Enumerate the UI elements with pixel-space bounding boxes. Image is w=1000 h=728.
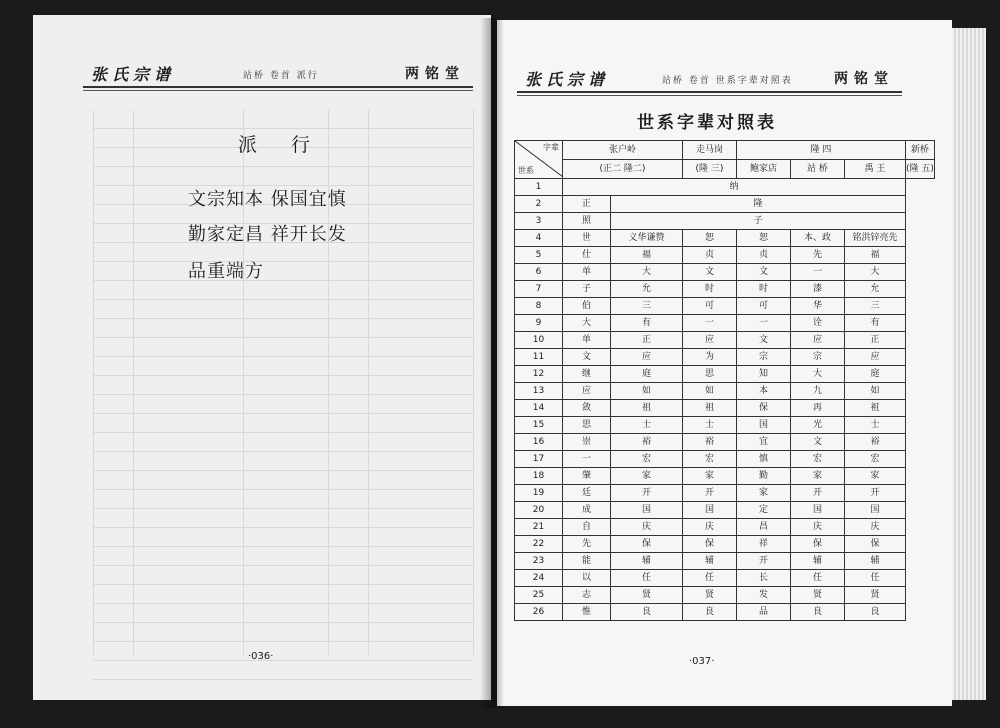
table-cell: 有 bbox=[845, 315, 906, 332]
gen-cell: 4 bbox=[515, 230, 563, 247]
table-cell: 贤 bbox=[845, 587, 906, 604]
header-title: 张氏宗谱 bbox=[525, 70, 610, 89]
table-cell: 福 bbox=[611, 247, 683, 264]
table-cell: 宗 bbox=[791, 349, 845, 366]
gen-cell: 24 bbox=[515, 570, 563, 587]
ghost-row bbox=[93, 642, 473, 661]
table-cell: 先 bbox=[791, 247, 845, 264]
table-cell: 以 bbox=[563, 570, 611, 587]
table-cell: 良 bbox=[611, 604, 683, 621]
table-cell: 文 bbox=[563, 349, 611, 366]
table-cell: 开 bbox=[791, 485, 845, 502]
ghost-row bbox=[93, 262, 473, 281]
gen-cell: 10 bbox=[515, 332, 563, 349]
verse-line-2: 勤家定昌 祥开长发 bbox=[188, 224, 347, 245]
gen-cell: 13 bbox=[515, 383, 563, 400]
table-cell: 如 bbox=[683, 383, 737, 400]
table-cell: 祖 bbox=[845, 400, 906, 417]
table-cell: 宏 bbox=[683, 451, 737, 468]
ghost-row bbox=[93, 376, 473, 395]
table-cell: 庆 bbox=[611, 519, 683, 536]
table-cell: 铭洪锌亮先 bbox=[845, 230, 906, 247]
table-cell: 裕 bbox=[845, 434, 906, 451]
page-edge-stack bbox=[950, 28, 986, 700]
table-cell: 勤 bbox=[737, 468, 791, 485]
page-number: ·036· bbox=[248, 651, 274, 662]
gen-cell: 26 bbox=[515, 604, 563, 621]
ghost-row bbox=[93, 471, 473, 490]
table-cell: 庭 bbox=[611, 366, 683, 383]
table-cell: 继 bbox=[563, 366, 611, 383]
table-cell: 一 bbox=[791, 264, 845, 281]
table-cell: 福 bbox=[845, 247, 906, 264]
merged-cell: 纳 bbox=[563, 179, 906, 196]
table-cell: 仕 bbox=[563, 247, 611, 264]
table-cell: 成 bbox=[563, 502, 611, 519]
table-cell: 伯 bbox=[563, 298, 611, 315]
corner-label-top: 字辈 bbox=[543, 143, 559, 152]
table-cell: 光 bbox=[791, 417, 845, 434]
ghost-row bbox=[93, 167, 473, 186]
table-row bbox=[515, 179, 935, 196]
table-cell: 漆 bbox=[791, 281, 845, 298]
header-subtitle: 站桥 卷首 世系字辈对照表 bbox=[662, 76, 793, 86]
table-cell: 三 bbox=[611, 298, 683, 315]
ghost-row bbox=[93, 661, 473, 680]
table-cell: 应 bbox=[611, 349, 683, 366]
table-cell: 庭 bbox=[845, 366, 906, 383]
ghost-row bbox=[93, 528, 473, 547]
table-cell: 为 bbox=[683, 349, 737, 366]
section-heading: 派行 bbox=[238, 134, 345, 156]
ghost-column-line bbox=[368, 110, 369, 655]
table-cell: 应 bbox=[683, 332, 737, 349]
table-row bbox=[515, 315, 935, 332]
table-cell: 士 bbox=[611, 417, 683, 434]
table-cell: 定 bbox=[737, 502, 791, 519]
table-cell: 任 bbox=[683, 570, 737, 587]
gen-cell: 20 bbox=[515, 502, 563, 519]
table-cell: 辅 bbox=[683, 553, 737, 570]
gen-cell: 22 bbox=[515, 536, 563, 553]
table-cell: 志 bbox=[563, 587, 611, 604]
col-header-xinqiao-bottom: (隆 五) bbox=[906, 160, 935, 179]
table-cell: 家 bbox=[683, 468, 737, 485]
table-cell: 华 bbox=[791, 298, 845, 315]
table-cell: 良 bbox=[791, 604, 845, 621]
book-spine-shadow bbox=[480, 18, 504, 708]
table-row bbox=[515, 451, 935, 468]
table-row bbox=[515, 485, 935, 502]
verse-line-3: 品重端方 bbox=[188, 261, 264, 282]
ghost-column-line bbox=[93, 110, 94, 655]
table-cell: 正 bbox=[845, 332, 906, 349]
ghost-row bbox=[93, 623, 473, 642]
table-row bbox=[515, 196, 935, 213]
table-row bbox=[515, 281, 935, 298]
table-cell: 世 bbox=[563, 230, 611, 247]
table-cell: 大 bbox=[563, 315, 611, 332]
table-cell: 任 bbox=[845, 570, 906, 587]
table-cell: 贤 bbox=[611, 587, 683, 604]
table-cell: 能 bbox=[563, 553, 611, 570]
table-cell: 知 bbox=[737, 366, 791, 383]
table-row bbox=[515, 519, 935, 536]
header-title: 张氏宗谱 bbox=[91, 65, 176, 84]
table-cell: 有 bbox=[611, 315, 683, 332]
table-cell: 如 bbox=[611, 383, 683, 400]
table-row bbox=[515, 247, 935, 264]
merged-cell: 子 bbox=[611, 213, 906, 230]
table-cell: 开 bbox=[737, 553, 791, 570]
merged-cell: 隆 bbox=[611, 196, 906, 213]
table-cell: 文 bbox=[737, 332, 791, 349]
page-number: ·037· bbox=[689, 656, 715, 667]
ghost-row bbox=[93, 414, 473, 433]
table-cell: 本、政 bbox=[791, 230, 845, 247]
table-row bbox=[515, 434, 935, 451]
ghost-row bbox=[93, 433, 473, 452]
table-cell: 子 bbox=[563, 281, 611, 298]
table-cell: 诠 bbox=[791, 315, 845, 332]
table-cell: 时 bbox=[683, 281, 737, 298]
table-cell: 允 bbox=[845, 281, 906, 298]
gen-cell: 6 bbox=[515, 264, 563, 281]
gen-cell: 19 bbox=[515, 485, 563, 502]
table-cell: 应 bbox=[563, 383, 611, 400]
table-cell: 大 bbox=[791, 366, 845, 383]
table-row bbox=[515, 349, 935, 366]
ghost-row bbox=[93, 110, 473, 129]
right-page-header bbox=[517, 65, 902, 93]
table-cell: 国 bbox=[611, 502, 683, 519]
table-cell: 辅 bbox=[791, 553, 845, 570]
table-cell: 思 bbox=[563, 417, 611, 434]
table-cell: 家 bbox=[791, 468, 845, 485]
table-row bbox=[515, 570, 935, 587]
ghost-row bbox=[93, 300, 473, 319]
gen-cell: 21 bbox=[515, 519, 563, 536]
table-cell: 一 bbox=[683, 315, 737, 332]
gen-cell: 5 bbox=[515, 247, 563, 264]
table-cell: 士 bbox=[845, 417, 906, 434]
table-cell: 品 bbox=[737, 604, 791, 621]
table-cell: 家 bbox=[845, 468, 906, 485]
ghost-row bbox=[93, 452, 473, 471]
table-cell: 文 bbox=[737, 264, 791, 281]
table-cell: 廷 bbox=[563, 485, 611, 502]
table-row bbox=[515, 230, 935, 247]
gen-cell: 7 bbox=[515, 281, 563, 298]
generation-table bbox=[514, 140, 935, 621]
table-cell: 再 bbox=[791, 400, 845, 417]
table-row bbox=[515, 553, 935, 570]
table-cell: 一 bbox=[737, 315, 791, 332]
gen-cell: 18 bbox=[515, 468, 563, 485]
table-cell: 开 bbox=[611, 485, 683, 502]
right-page bbox=[497, 20, 952, 706]
table-cell: 敛 bbox=[563, 400, 611, 417]
table-cell: 贤 bbox=[791, 587, 845, 604]
table-cell: 家 bbox=[611, 468, 683, 485]
table-cell: 国 bbox=[683, 502, 737, 519]
gen-cell: 15 bbox=[515, 417, 563, 434]
table-cell: 庆 bbox=[845, 519, 906, 536]
ghost-row bbox=[93, 395, 473, 414]
ghost-row bbox=[93, 585, 473, 604]
table-cell: 士 bbox=[683, 417, 737, 434]
table-row bbox=[515, 213, 935, 230]
table-cell: 允 bbox=[611, 281, 683, 298]
table-cell: 义华谦赞 bbox=[611, 230, 683, 247]
table-cell: 昌 bbox=[737, 519, 791, 536]
gen-cell: 17 bbox=[515, 451, 563, 468]
ghost-row bbox=[93, 490, 473, 509]
table-row bbox=[515, 332, 935, 349]
table-cell: 保 bbox=[737, 400, 791, 417]
header-hall-name: 两铭堂 bbox=[405, 66, 465, 82]
table-cell: 发 bbox=[737, 587, 791, 604]
table-cell: 良 bbox=[683, 604, 737, 621]
table-cell: 贞 bbox=[737, 247, 791, 264]
table-cell: 开 bbox=[683, 485, 737, 502]
col-header-zoumagang-bottom: (隆 三) bbox=[683, 160, 737, 179]
table-cell: 慎 bbox=[737, 451, 791, 468]
verse-line-1: 文宗知本 保国宜慎 bbox=[188, 189, 347, 210]
gen-cell: 1 bbox=[515, 179, 563, 196]
col-header-xinqiao-top: 新桥 bbox=[906, 141, 935, 160]
table-cell: 祖 bbox=[683, 400, 737, 417]
table-cell: 长 bbox=[737, 570, 791, 587]
table-row bbox=[515, 400, 935, 417]
table-cell: 辅 bbox=[611, 553, 683, 570]
table-cell: 应 bbox=[845, 349, 906, 366]
table-cell: 国 bbox=[737, 417, 791, 434]
col-header-baojiadian: 鲍家店 bbox=[737, 160, 791, 179]
table-cell: 照 bbox=[563, 213, 611, 230]
gen-cell: 23 bbox=[515, 553, 563, 570]
gen-cell: 12 bbox=[515, 366, 563, 383]
table-row bbox=[515, 536, 935, 553]
table-cell: 贞 bbox=[683, 247, 737, 264]
table-cell: 庆 bbox=[683, 519, 737, 536]
table-cell: 贤 bbox=[683, 587, 737, 604]
corner-label-bottom: 世系 bbox=[518, 166, 534, 175]
ghost-row bbox=[93, 319, 473, 338]
table-cell: 文 bbox=[683, 264, 737, 281]
col-header-yuwang: 禹 王 bbox=[845, 160, 906, 179]
table-cell: 辅 bbox=[845, 553, 906, 570]
table-corner-cell bbox=[515, 141, 563, 179]
ghost-row bbox=[93, 547, 473, 566]
header-hall-name: 两铭堂 bbox=[834, 71, 894, 87]
table-cell: 宏 bbox=[611, 451, 683, 468]
table-cell: 思 bbox=[683, 366, 737, 383]
gen-cell: 14 bbox=[515, 400, 563, 417]
table-cell: 宜 bbox=[737, 434, 791, 451]
table-cell: 正 bbox=[611, 332, 683, 349]
table-cell: 肇 bbox=[563, 468, 611, 485]
table-cell: 三 bbox=[845, 298, 906, 315]
table-title: 世系字辈对照表 bbox=[637, 113, 777, 133]
ghost-row bbox=[93, 357, 473, 376]
table-cell: 保 bbox=[845, 536, 906, 553]
table-cell: 可 bbox=[683, 298, 737, 315]
table-cell: 惟 bbox=[563, 604, 611, 621]
gen-cell: 25 bbox=[515, 587, 563, 604]
table-row bbox=[515, 468, 935, 485]
table-cell: 时 bbox=[737, 281, 791, 298]
ghost-row bbox=[93, 338, 473, 357]
table-cell: 任 bbox=[791, 570, 845, 587]
gen-cell: 11 bbox=[515, 349, 563, 366]
table-cell: 一 bbox=[563, 451, 611, 468]
ghost-row bbox=[93, 566, 473, 585]
table-cell: 国 bbox=[791, 502, 845, 519]
table-cell: 祖 bbox=[611, 400, 683, 417]
table-cell: 恕 bbox=[683, 230, 737, 247]
table-cell: 开 bbox=[845, 485, 906, 502]
table-row bbox=[515, 587, 935, 604]
table-cell: 文 bbox=[791, 434, 845, 451]
gen-cell: 8 bbox=[515, 298, 563, 315]
table-cell: 庆 bbox=[791, 519, 845, 536]
table-row bbox=[515, 502, 935, 519]
ghost-row bbox=[93, 281, 473, 300]
table-cell: 应 bbox=[791, 332, 845, 349]
table-cell: 家 bbox=[737, 485, 791, 502]
table-cell: 大 bbox=[845, 264, 906, 281]
table-cell: 国 bbox=[845, 502, 906, 519]
table-cell: 宗 bbox=[737, 349, 791, 366]
col-header-zhanghuling-top: 张户岭 bbox=[563, 141, 683, 160]
table-cell: 良 bbox=[845, 604, 906, 621]
table-cell: 正 bbox=[563, 196, 611, 213]
table-cell: 本 bbox=[737, 383, 791, 400]
table-cell: 祥 bbox=[737, 536, 791, 553]
table-cell: 先 bbox=[563, 536, 611, 553]
table-cell: 如 bbox=[845, 383, 906, 400]
table-cell: 保 bbox=[683, 536, 737, 553]
table-cell: 崇 bbox=[563, 434, 611, 451]
table-cell: 裕 bbox=[611, 434, 683, 451]
table-row bbox=[515, 366, 935, 383]
table-cell: 保 bbox=[791, 536, 845, 553]
table-row bbox=[515, 417, 935, 434]
gen-cell: 16 bbox=[515, 434, 563, 451]
table-cell: 任 bbox=[611, 570, 683, 587]
table-cell: 自 bbox=[563, 519, 611, 536]
gen-cell: 2 bbox=[515, 196, 563, 213]
table-row bbox=[515, 298, 935, 315]
gen-cell: 3 bbox=[515, 213, 563, 230]
ghost-row bbox=[93, 509, 473, 528]
table-cell: 单 bbox=[563, 332, 611, 349]
header-subtitle: 站桥 卷首 派行 bbox=[243, 71, 319, 81]
ghost-column-line bbox=[473, 110, 474, 655]
left-page bbox=[33, 15, 491, 700]
table-cell: 九 bbox=[791, 383, 845, 400]
table-row bbox=[515, 383, 935, 400]
table-cell: 裕 bbox=[683, 434, 737, 451]
col-header-zhanqiao: 站 桥 bbox=[791, 160, 845, 179]
table-cell: 宏 bbox=[845, 451, 906, 468]
col-header-zoumagang-top: 走马岗 bbox=[683, 141, 737, 160]
gen-cell: 9 bbox=[515, 315, 563, 332]
ghost-row bbox=[93, 604, 473, 623]
table-cell: 保 bbox=[611, 536, 683, 553]
table-cell: 单 bbox=[563, 264, 611, 281]
table-row bbox=[515, 604, 935, 621]
ghost-column-line bbox=[133, 110, 134, 655]
col-header-zhanghuling-bottom: (正二 隆二) bbox=[563, 160, 683, 179]
table-cell: 恕 bbox=[737, 230, 791, 247]
table-row bbox=[515, 264, 935, 281]
left-page-header bbox=[83, 60, 473, 88]
table-cell: 宏 bbox=[791, 451, 845, 468]
table-cell: 大 bbox=[611, 264, 683, 281]
col-header-long4-top: 隆 四 bbox=[737, 141, 906, 160]
table-cell: 可 bbox=[737, 298, 791, 315]
